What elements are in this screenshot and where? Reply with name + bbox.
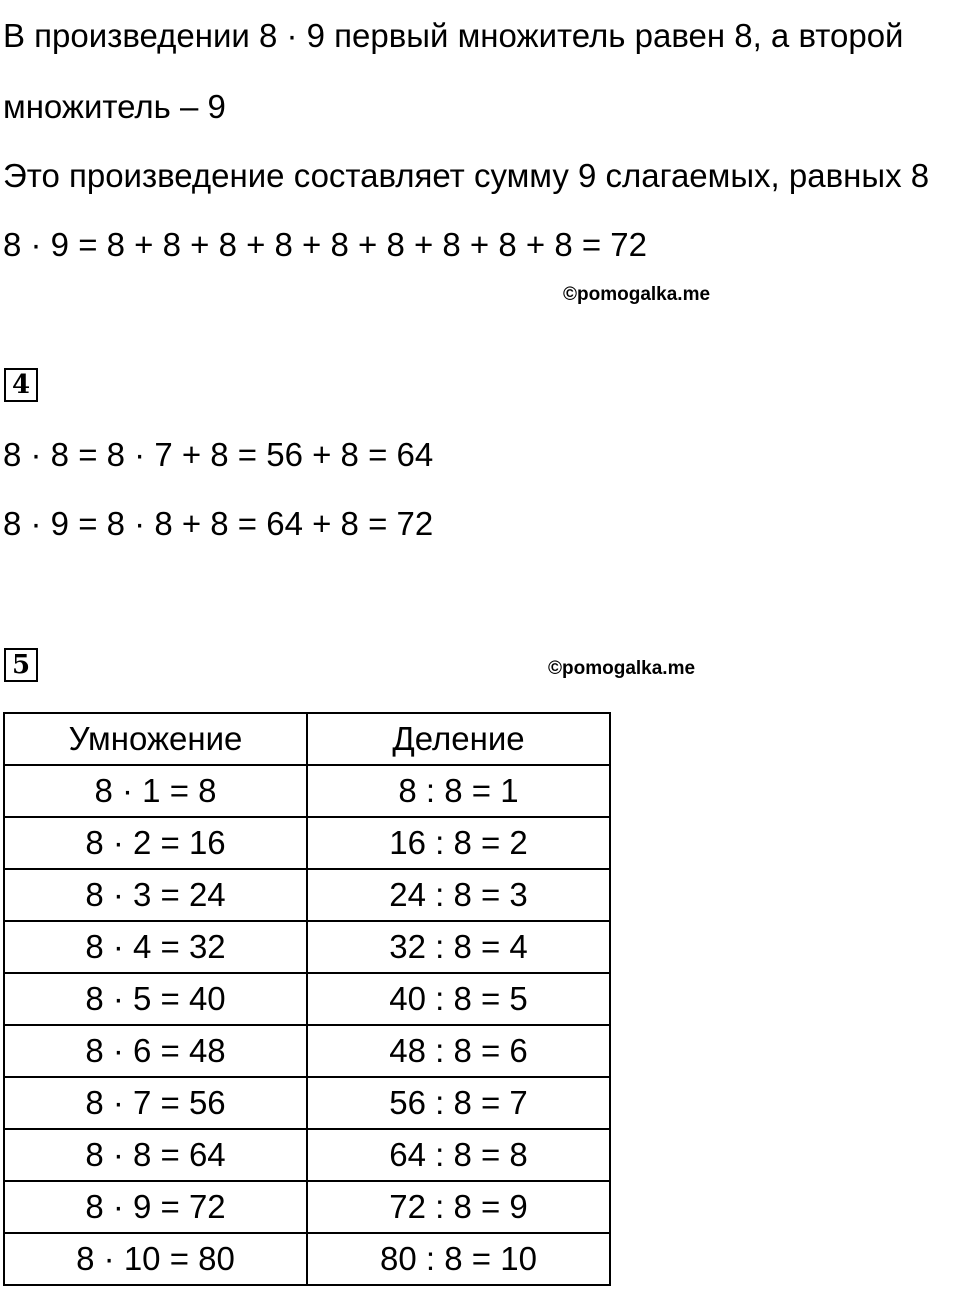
division-cell: 72 : 8 = 9 (307, 1181, 610, 1233)
text-line-3: Это произведение составляет сумму 9 слагаемых, равных 8 (3, 157, 930, 194)
task-number-4: 4 (4, 368, 38, 402)
division-cell: 32 : 8 = 4 (307, 921, 610, 973)
division-cell: 16 : 8 = 2 (307, 817, 610, 869)
multiplication-cell: 8 · 7 = 56 (4, 1077, 307, 1129)
table-row (4, 921, 610, 973)
multiplication-cell: 8 · 10 = 80 (4, 1233, 307, 1285)
multiplication-cell: 8 · 8 = 64 (4, 1129, 307, 1181)
division-cell: 56 : 8 = 7 (307, 1077, 610, 1129)
watermark-task5: ©pomogalka.me (548, 658, 696, 679)
task-number-5: 5 (4, 648, 38, 682)
table-row (4, 1077, 610, 1129)
division-cell: 24 : 8 = 3 (307, 869, 610, 921)
task4-line-1: 8 · 8 = 8 · 7 + 8 = 56 + 8 = 64 (3, 436, 434, 473)
task4-line-2: 8 · 9 = 8 · 8 + 8 = 64 + 8 = 72 (3, 505, 434, 542)
text-line-1: В произведении 8 · 9 первый множитель равен 8, а второй (3, 17, 904, 54)
equation-line: 8 · 9 = 8 + 8 + 8 + 8 + 8 + 8 + 8 + 8 + 8 = 72 (3, 226, 647, 263)
table-row (4, 1129, 610, 1181)
division-cell: 40 : 8 = 5 (307, 973, 610, 1025)
multiplication-cell: 8 · 5 = 40 (4, 973, 307, 1025)
multiplication-cell: 8 · 3 = 24 (4, 869, 307, 921)
multiplication-cell: 8 · 1 = 8 (4, 765, 307, 817)
table-row (4, 1025, 610, 1077)
table-header-row (4, 713, 610, 765)
column-header-multiplication: Умножение (4, 713, 307, 765)
column-header-division: Деление (307, 713, 610, 765)
table-row (4, 817, 610, 869)
division-cell: 8 : 8 = 1 (307, 765, 610, 817)
multiplication-cell: 8 · 2 = 16 (4, 817, 307, 869)
division-cell: 80 : 8 = 10 (307, 1233, 610, 1285)
table-row (4, 1233, 610, 1285)
division-cell: 48 : 8 = 6 (307, 1025, 610, 1077)
watermark-top: ©pomogalka.me (563, 284, 711, 305)
multiplication-cell: 8 · 9 = 72 (4, 1181, 307, 1233)
table-row (4, 1181, 610, 1233)
table-row (4, 869, 610, 921)
multiplication-cell: 8 · 6 = 48 (4, 1025, 307, 1077)
text-line-2: множитель – 9 (3, 88, 226, 125)
multiplication-division-table (3, 712, 611, 1286)
division-cell: 64 : 8 = 8 (307, 1129, 610, 1181)
table-row (4, 973, 610, 1025)
table-row (4, 765, 610, 817)
multiplication-cell: 8 · 4 = 32 (4, 921, 307, 973)
